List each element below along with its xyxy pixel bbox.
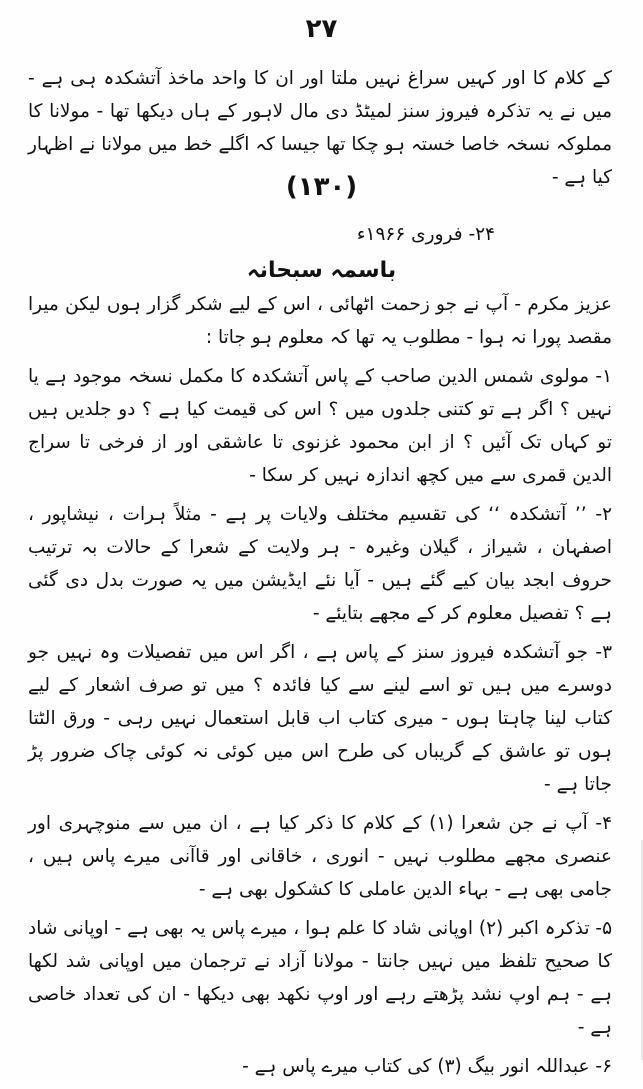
letter-date: ۲۴- فروری ۱۹۶۶ء [356,224,495,245]
invocation-heading: باسمہ سبحانہ [246,258,397,283]
point-5-paragraph: ۵- تذکرہ اکبر (۲) اوپانی شاد کا علم ہوا ، میرے پاس یہ بھی ہے - اوپانی شاد کا صحیح تلفظ میں نہیں جانتا - مولانا آزاد نے ترجمان میں اوپانی شد لکھا ہے - ہم اوپ نشد پڑھتے رہے اور اوپ نکھد بھی دیکھا - ان کی تعداد خاصی ہے - [28,918,612,1038]
point-2-paragraph: ۲- ’’ آتشکدہ ‘‘ کی تقسیم مختلف ولایات پر ہے - مثلاً ہرات ، نیشاپور ، اصفہان ، شیراز ، گیلان وغیرہ - ہر ولایت کے شعرا کے حالات بہ ترتیب حروف ابجد بیان کیے گئے ہیں - آیا نئے ایڈیشن میں یہ صورت بدل دی گئی ہے ؟ تفصیل معلوم کر کے مجھے بتایئے - [28,504,612,624]
letter-body [28,288,612,1089]
intro-paragraph-text: کے کلام کا اور کہیں سراغ نہیں ملتا اور ان کا واحد ماخذ آتشکدہ ہی ہے - میں نے یہ تذکرہ فیروز سنز لمیٹڈ دی مال لاہور کے ہاں دیکھا تھا - مولانا کا مملوکہ نسخہ خاصا خستہ ہو چکا تھا جیسا کہ اگلے خط میں مولانا نے اظہار کیا ہے - [28,68,612,188]
page-number: ۲۷ [305,14,338,44]
letter-number: (۱۳۰) [285,172,358,202]
point-3-paragraph: ۳- جو آتشکدہ فیروز سنز کے پاس ہے ، اگر اس میں تفصیلات وہ نہیں جو دوسرے میں ہیں تو اسے لینے سے کیا فائدہ ؟ میں تو صرف اشعار کے لیے کتاب لینا چاہتا ہوں - میری کتاب اب قابل استعمال نہیں رہی - ورق الٹتا ہوں تو عاشق کے گریباں کی طرح اس میں کوئی نہ کوئی چاک ضرور پڑ جاتا ہے - [28,642,612,795]
point-6-paragraph: ۶- عبداللہ انور بیگ (۳) کی کتاب میرے پاس ہے - [242,1056,612,1077]
salutation-paragraph: عزیز مکرم - آپ نے جو زحمت اٹھائی ، اس کے لیے شکر گزار ہوں لیکن میرا مقصد پورا نہ ہوا - مطلوب یہ تھا کہ معلوم ہو جاتا : [28,294,612,348]
point-1-paragraph: ۱- مولوی شمس الدین صاحب کے پاس آتشکدہ کا مکمل نسخہ موجود ہے یا نہیں ؟ اگر ہے تو کتنی جلدوں میں ؟ اس کی قیمت کیا ہے ؟ دو جلدیں ہیں تو کہاں تک آئیں ؟ از ابن محمود غزنوی تا عاشقی اور از فرخی تا سراج الدین قمری سے میں کچھ اندازہ نہیں کر سکا - [28,366,612,486]
point-4-paragraph: ۴- آپ نے جن شعرا (۱) کے کلام کا ذکر کیا ہے ، ان میں سے منوچہری اور عنصری مجھے مطلوب نہیں - انوری ، خاقانی اور قاآنی میرے پاس ہیں ، جامی بھی ہے - بہاء الدین عاملی کا کشکول بھی ہے - [28,813,612,900]
